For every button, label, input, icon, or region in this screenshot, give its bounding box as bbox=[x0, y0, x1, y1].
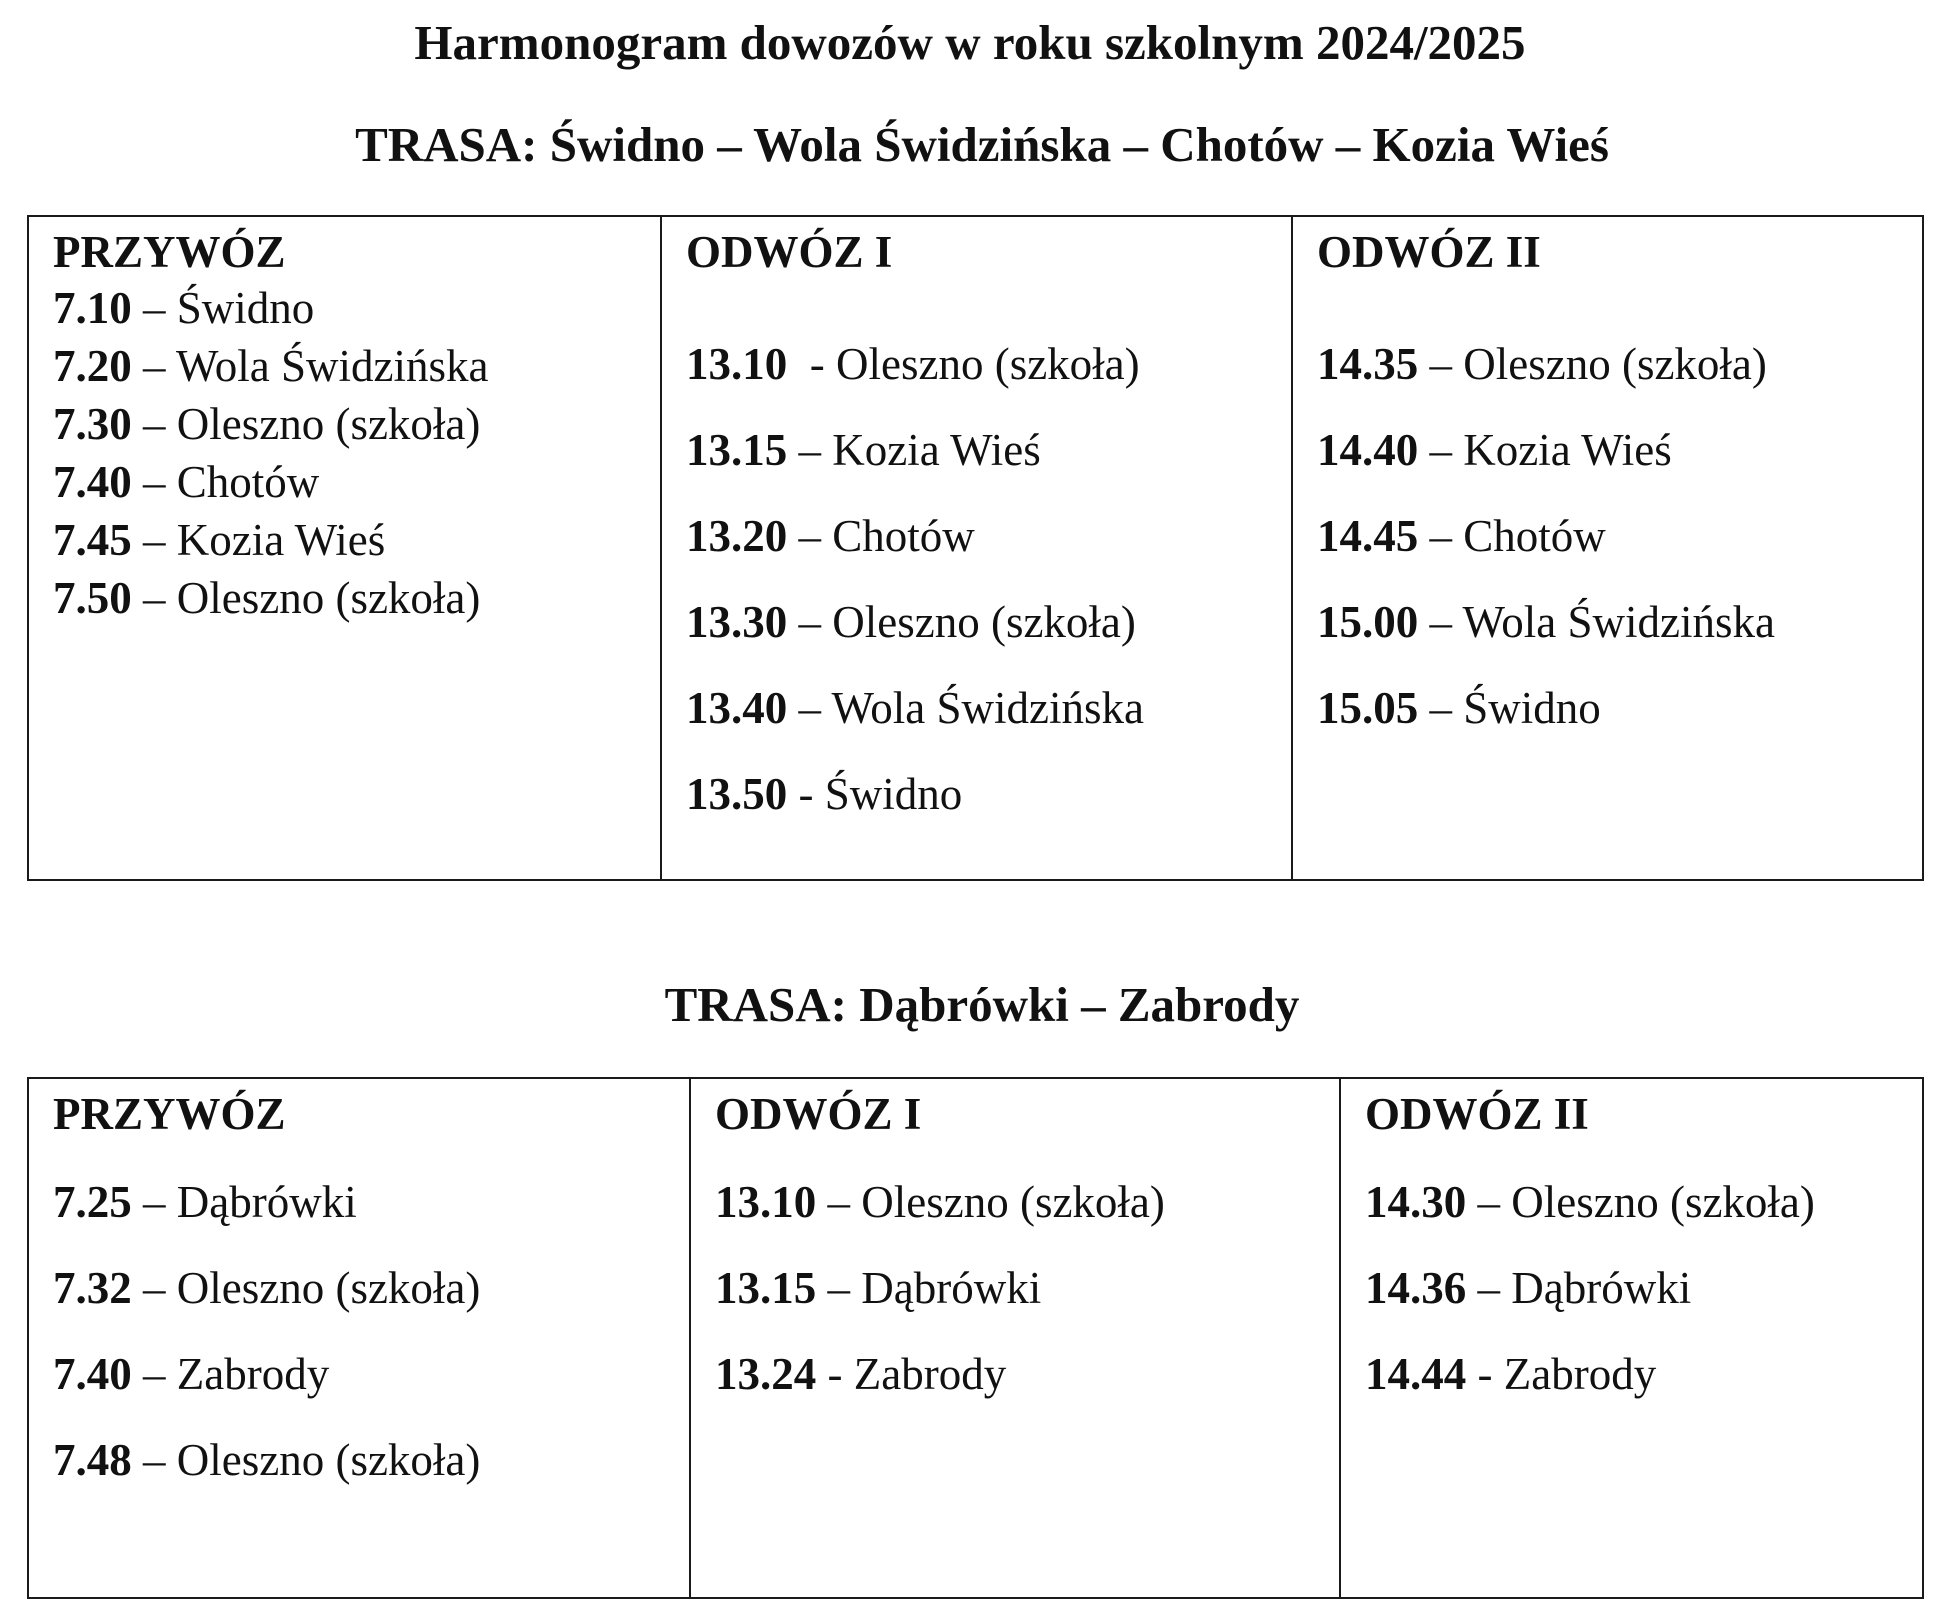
stop-separator: – bbox=[787, 683, 832, 733]
route-2-col-przywoz bbox=[28, 1078, 690, 1598]
stop-entry bbox=[53, 1431, 689, 1517]
stop-time: 13.15 bbox=[715, 1263, 817, 1313]
stop-place: Wola Świdzińska bbox=[175, 341, 489, 391]
stop-separator: – bbox=[131, 1177, 177, 1227]
column-header: ODWÓZ II bbox=[1365, 1089, 1589, 1139]
stop-time: 7.50 bbox=[53, 573, 132, 623]
stop-entry bbox=[53, 1345, 689, 1431]
stop-place: Wola Świdzińska bbox=[831, 683, 1145, 733]
stop-time: 14.40 bbox=[1317, 425, 1419, 475]
stop-entry bbox=[1317, 679, 1922, 765]
stop-time: 15.05 bbox=[1317, 683, 1419, 733]
stop-place: Dąbrówki bbox=[1511, 1263, 1692, 1313]
stop-place: Dąbrówki bbox=[176, 1177, 357, 1227]
stop-time: 13.15 bbox=[686, 425, 788, 475]
stop-separator: - bbox=[816, 1349, 854, 1399]
stop-separator: – bbox=[131, 515, 177, 565]
stop-place: Świdno bbox=[1463, 683, 1601, 733]
stop-place: Świdno bbox=[176, 283, 315, 333]
stop-place: Oleszno (szkoła) bbox=[832, 597, 1136, 647]
stop-time: 13.10 bbox=[715, 1177, 817, 1227]
route-1-title: TRASA: Świdno – Wola Świdzińska – Chotów – Kozia Wieś bbox=[355, 117, 1609, 172]
stop-time: 13.24 bbox=[715, 1349, 817, 1399]
stop-place: Oleszno (szkoła) bbox=[176, 1435, 481, 1485]
route-2-col-odwoz-1 bbox=[690, 1078, 1340, 1598]
stop-separator: – bbox=[816, 1263, 862, 1313]
stop-entry bbox=[53, 1259, 689, 1345]
stop-separator: – bbox=[1466, 1263, 1512, 1313]
column-header: ODWÓZ II bbox=[1317, 227, 1541, 277]
stop-separator: – bbox=[816, 1177, 862, 1227]
stop-entry bbox=[53, 453, 660, 511]
stop-time: 7.48 bbox=[53, 1435, 132, 1485]
stop-separator: – bbox=[787, 425, 833, 475]
stop-place: Oleszno (szkoła) bbox=[176, 573, 481, 623]
stop-entry bbox=[53, 337, 660, 395]
stop-entry bbox=[1365, 1173, 1922, 1259]
stop-separator: - bbox=[1466, 1349, 1504, 1399]
stop-entry bbox=[1317, 507, 1922, 593]
stop-place: Zabrody bbox=[1503, 1349, 1657, 1399]
stop-separator: – bbox=[1466, 1177, 1512, 1227]
stop-separator: – bbox=[1418, 511, 1464, 561]
stop-entry bbox=[715, 1173, 1339, 1259]
stop-separator: – bbox=[1418, 683, 1464, 733]
stop-separator: – bbox=[131, 457, 177, 507]
stop-separator: – bbox=[131, 1349, 177, 1399]
route-2-title: TRASA: Dąbrówki – Zabrody bbox=[664, 977, 1300, 1032]
stop-entry bbox=[1365, 1259, 1922, 1345]
stop-separator: – bbox=[131, 1435, 177, 1485]
stop-entry bbox=[53, 569, 660, 627]
stop-time: 14.36 bbox=[1365, 1263, 1467, 1313]
stop-entry bbox=[686, 679, 1291, 765]
route-2-col-odwoz-2 bbox=[1340, 1078, 1923, 1598]
route-1-col-przywoz bbox=[28, 216, 661, 880]
stop-separator: – bbox=[1418, 597, 1463, 647]
stop-place: Chotów bbox=[832, 511, 975, 561]
stop-time: 13.10 bbox=[686, 339, 788, 389]
route-1-col-odwoz-1 bbox=[661, 216, 1292, 880]
column-header: ODWÓZ I bbox=[715, 1089, 922, 1139]
stop-time: 7.30 bbox=[53, 399, 132, 449]
stop-time: 7.40 bbox=[53, 457, 132, 507]
stop-place: Oleszno (szkoła) bbox=[176, 399, 481, 449]
stop-place: Zabrody bbox=[853, 1349, 1007, 1399]
stop-entry bbox=[1365, 1345, 1922, 1431]
stop-time: 14.35 bbox=[1317, 339, 1419, 389]
stop-entry bbox=[53, 1173, 689, 1259]
stop-time: 14.30 bbox=[1365, 1177, 1467, 1227]
stop-separator: - bbox=[787, 339, 836, 389]
stop-place: Zabrody bbox=[176, 1349, 330, 1399]
stop-separator: – bbox=[131, 1263, 177, 1313]
column-header: PRZYWÓZ bbox=[53, 1089, 286, 1139]
stop-place: Kozia Wieś bbox=[1463, 425, 1672, 475]
stop-entry bbox=[686, 421, 1291, 507]
stop-separator: – bbox=[1418, 339, 1464, 389]
stop-place: Kozia Wieś bbox=[176, 515, 386, 565]
stop-time: 14.44 bbox=[1365, 1349, 1467, 1399]
stop-place: Oleszno (szkoła) bbox=[1511, 1177, 1815, 1227]
stop-place: Wola Świdzińska bbox=[1462, 597, 1776, 647]
stop-time: 13.50 bbox=[686, 769, 788, 819]
stop-entry bbox=[53, 511, 660, 569]
stop-entry bbox=[1317, 335, 1922, 421]
stop-separator: – bbox=[787, 597, 833, 647]
stop-place: Oleszno (szkoła) bbox=[176, 1263, 481, 1313]
route-1-schedule-row bbox=[28, 216, 1923, 880]
stop-time: 14.45 bbox=[1317, 511, 1419, 561]
stop-separator: – bbox=[787, 511, 833, 561]
stop-time: 7.32 bbox=[53, 1263, 132, 1313]
stop-entry bbox=[715, 1259, 1339, 1345]
stop-time: 13.40 bbox=[686, 683, 788, 733]
stop-entry bbox=[686, 593, 1291, 679]
stop-time: 13.20 bbox=[686, 511, 788, 561]
route-2-schedule-table bbox=[27, 1077, 1924, 1599]
route-1-col-odwoz-2 bbox=[1292, 216, 1923, 880]
column-header: ODWÓZ I bbox=[686, 227, 893, 277]
stop-entry bbox=[686, 765, 1291, 851]
stop-entry bbox=[53, 395, 660, 453]
stop-place: Chotów bbox=[176, 457, 320, 507]
stop-time: 7.20 bbox=[53, 341, 132, 391]
stop-time: 7.45 bbox=[53, 515, 132, 565]
route-2-schedule-row bbox=[28, 1078, 1923, 1598]
stop-separator: – bbox=[131, 399, 177, 449]
stop-separator: – bbox=[131, 573, 177, 623]
stop-time: 7.10 bbox=[53, 283, 132, 333]
stop-separator: – bbox=[131, 341, 176, 391]
stop-separator: - bbox=[787, 769, 825, 819]
stop-entry bbox=[1317, 593, 1922, 679]
stop-time: 7.25 bbox=[53, 1177, 132, 1227]
stop-entry bbox=[686, 507, 1291, 593]
stop-time: 15.00 bbox=[1317, 597, 1419, 647]
stop-place: Dąbrówki bbox=[861, 1263, 1042, 1313]
stop-entry bbox=[53, 279, 660, 337]
column-header: PRZYWÓZ bbox=[53, 227, 286, 277]
stop-time: 13.30 bbox=[686, 597, 788, 647]
document-title: Harmonogram dowozów w roku szkolnym 2024/2025 bbox=[414, 15, 1526, 70]
route-1-schedule-table bbox=[27, 215, 1924, 881]
stop-place: Świdno bbox=[824, 769, 963, 819]
stop-separator: – bbox=[131, 283, 177, 333]
stop-entry bbox=[715, 1345, 1339, 1431]
stop-entry bbox=[686, 335, 1291, 421]
stop-place: Oleszno (szkoła) bbox=[1463, 339, 1767, 389]
stop-entry bbox=[1317, 421, 1922, 507]
stop-place: Oleszno (szkoła) bbox=[861, 1177, 1165, 1227]
stop-time: 7.40 bbox=[53, 1349, 132, 1399]
stop-place: Oleszno (szkoła) bbox=[836, 339, 1140, 389]
stop-place: Chotów bbox=[1463, 511, 1606, 561]
stop-place: Kozia Wieś bbox=[832, 425, 1041, 475]
stop-separator: – bbox=[1418, 425, 1464, 475]
